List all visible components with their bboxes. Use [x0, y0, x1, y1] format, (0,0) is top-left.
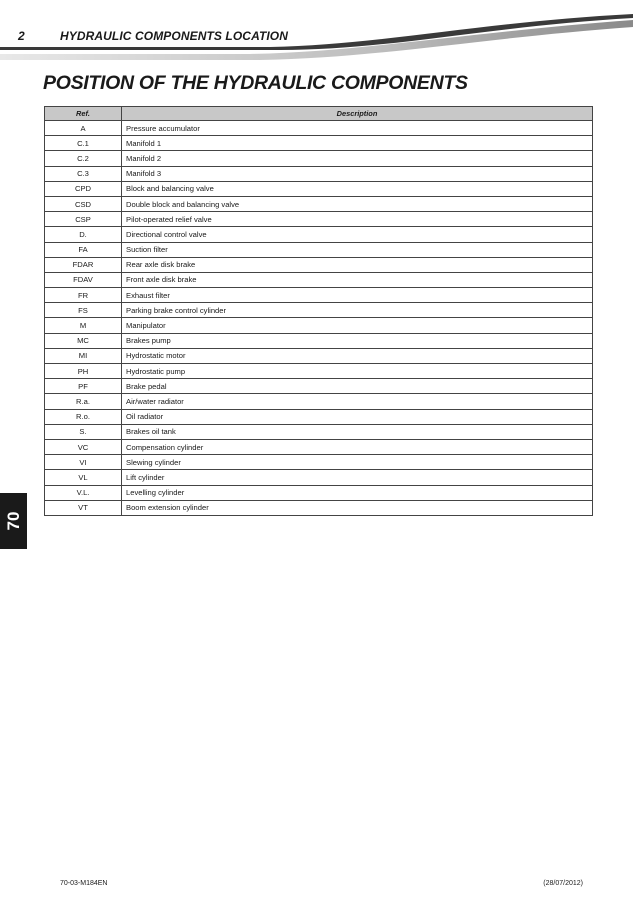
- chapter-title: HYDRAULIC COMPONENTS LOCATION: [60, 29, 289, 43]
- row-ref: C.3: [45, 166, 122, 181]
- table-row: [45, 303, 593, 318]
- row-description: Compensation cylinder: [122, 439, 593, 454]
- row-description: Brakes pump: [122, 333, 593, 348]
- row-description: Exhaust filter: [122, 288, 593, 303]
- row-ref: MI: [45, 348, 122, 363]
- table-row: [45, 485, 593, 500]
- table-row: [45, 424, 593, 439]
- row-ref: M: [45, 318, 122, 333]
- row-description: Boom extension cylinder: [122, 500, 593, 515]
- table-header-row: [45, 107, 593, 121]
- row-ref: PH: [45, 364, 122, 379]
- table-row: [45, 394, 593, 409]
- row-ref: VT: [45, 500, 122, 515]
- row-description: Front axle disk brake: [122, 272, 593, 287]
- section-tab: [0, 493, 27, 549]
- row-ref: FR: [45, 288, 122, 303]
- footer-doc-code: 70-03-M184EN: [60, 880, 108, 887]
- table-row: [45, 212, 593, 227]
- row-ref: VI: [45, 455, 122, 470]
- table-row: [45, 500, 593, 515]
- components-table: [44, 106, 593, 516]
- row-ref: CPD: [45, 181, 122, 196]
- col-header-ref: Ref.: [45, 107, 122, 121]
- row-ref: R.a.: [45, 394, 122, 409]
- table-row: [45, 196, 593, 211]
- table-row: [45, 227, 593, 242]
- row-description: Rear axle disk brake: [122, 257, 593, 272]
- table-row: [45, 409, 593, 424]
- page-number: 2: [18, 29, 25, 43]
- row-ref: CSP: [45, 212, 122, 227]
- row-ref: VL: [45, 470, 122, 485]
- row-description: Slewing cylinder: [122, 455, 593, 470]
- row-description: Brakes oil tank: [122, 424, 593, 439]
- row-ref: C.2: [45, 151, 122, 166]
- table-row: [45, 257, 593, 272]
- row-ref: S.: [45, 424, 122, 439]
- row-ref: VC: [45, 439, 122, 454]
- row-description: Manifold 1: [122, 136, 593, 151]
- row-ref: CSD: [45, 196, 122, 211]
- table-row: [45, 242, 593, 257]
- row-description: Parking brake control cylinder: [122, 303, 593, 318]
- row-description: Manifold 3: [122, 166, 593, 181]
- page-title: POSITION OF THE HYDRAULIC COMPONENTS: [43, 72, 468, 94]
- row-description: Directional control valve: [122, 227, 593, 242]
- row-description: Suction filter: [122, 242, 593, 257]
- table-row: [45, 288, 593, 303]
- table-row: [45, 379, 593, 394]
- row-ref: MC: [45, 333, 122, 348]
- row-description: Brake pedal: [122, 379, 593, 394]
- row-ref: R.o.: [45, 409, 122, 424]
- row-description: Double block and balancing valve: [122, 196, 593, 211]
- row-ref: A: [45, 121, 122, 136]
- row-ref: C.1: [45, 136, 122, 151]
- table-body: [45, 121, 593, 516]
- row-description: Pressure accumulator: [122, 121, 593, 136]
- section-tab-label: 70: [3, 511, 23, 531]
- row-ref: FDAR: [45, 257, 122, 272]
- table-row: [45, 439, 593, 454]
- row-description: Air/water radiator: [122, 394, 593, 409]
- table-row: [45, 272, 593, 287]
- footer-date: (28/07/2012): [543, 880, 583, 887]
- row-description: Hydrostatic motor: [122, 348, 593, 363]
- row-description: Oil radiator: [122, 409, 593, 424]
- row-ref: D.: [45, 227, 122, 242]
- row-ref: V.L.: [45, 485, 122, 500]
- row-ref: FDAV: [45, 272, 122, 287]
- table-row: [45, 318, 593, 333]
- table-row: [45, 181, 593, 196]
- table-row: [45, 455, 593, 470]
- table-row: [45, 348, 593, 363]
- row-description: Manipulator: [122, 318, 593, 333]
- row-description: Hydrostatic pump: [122, 364, 593, 379]
- row-description: Lift cylinder: [122, 470, 593, 485]
- row-description: Levelling cylinder: [122, 485, 593, 500]
- table-row: [45, 470, 593, 485]
- row-ref: FS: [45, 303, 122, 318]
- row-description: Block and balancing valve: [122, 181, 593, 196]
- row-ref: FA: [45, 242, 122, 257]
- row-ref: PF: [45, 379, 122, 394]
- table-row: [45, 136, 593, 151]
- table-row: [45, 166, 593, 181]
- table-row: [45, 121, 593, 136]
- row-description: Manifold 2: [122, 151, 593, 166]
- row-description: Pilot-operated relief valve: [122, 212, 593, 227]
- table-row: [45, 151, 593, 166]
- col-header-description: Description: [122, 107, 593, 121]
- table-row: [45, 333, 593, 348]
- table-row: [45, 364, 593, 379]
